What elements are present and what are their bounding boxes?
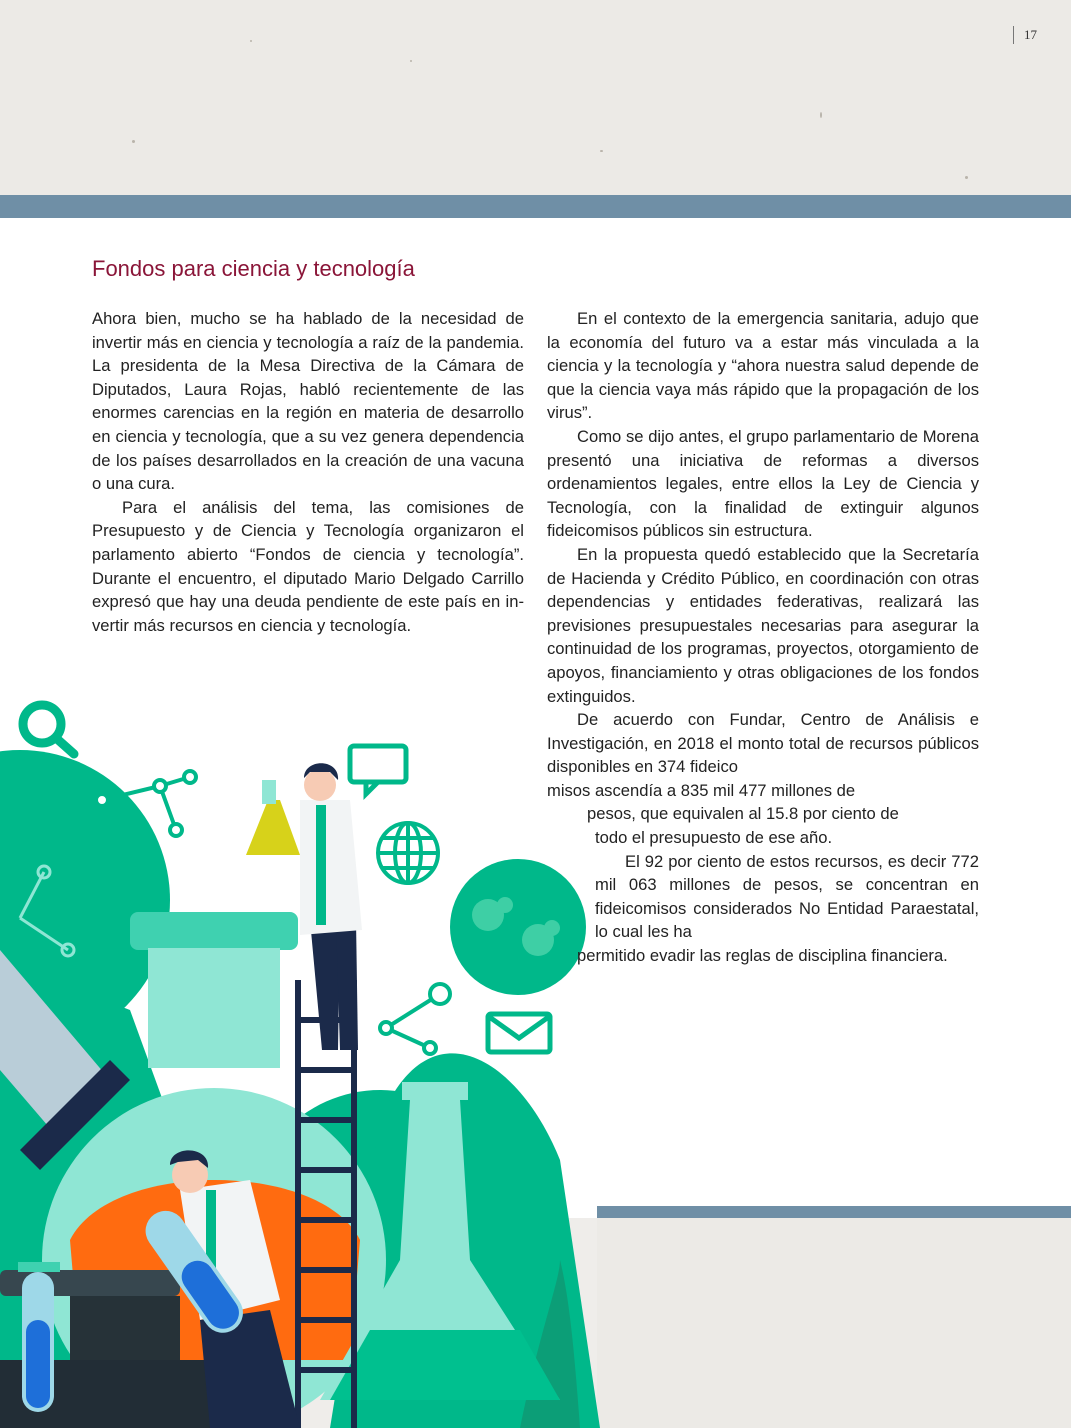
paragraph-wrap-line: todo el presupuesto de ese año. [595,828,833,848]
globe-icon [378,823,438,883]
footer-band [597,1206,1071,1218]
paragraph: Ahora bien, mucho se ha hablado de la necesidad de invertir más en ciencia y tecnología a raíz de la pandemia. La presidenta de la Mesa Directiva de la Cámara de Diputados, Laura Rojas, habló recientemente de las enormes carencias en la región en materia de desarrollo en ciencia y tecnología, que a su vez genera dependencia de los países desarrollados en la creación de una vacuna o una cura. [92,309,524,494]
molecule-icon [380,984,450,1054]
search-icon [23,705,74,754]
test-tube-cap [18,1262,60,1272]
paragraph: De acuerdo con Fundar, Centro de Análisis e Investigación, en 2018 el monto total de recursos públicos disponibles en 374 fideico [547,710,979,777]
right-column [547,307,979,968]
paper-speck [965,176,968,179]
paragraph-wrap-line: pesos, que equivalen al 15.8 por ciento de [587,804,899,824]
test-tube-liquid [26,1320,50,1408]
flask-neck [148,948,280,1068]
paper-texture-header [0,0,1071,195]
paragraph-wrap-line: misos ascendía a 835 mil 477 millones de [547,780,856,800]
section-title: Fondos para ciencia y tecnología [92,256,415,281]
flask-rim [402,1082,468,1100]
page-number: 17 [1013,26,1037,44]
paragraph: En la propuesta quedó establecido que la Secretaría de Hacienda y Crédito Público, en coordinación con otras dependencias y entidades federativas, realizará las previsiones presupuestales necesarias para asegurar la continuidad de los programas, proyectos, otorgamiento de apoyos, financiamiento y otras obligaciones de los fondos extinguidos. [547,544,979,706]
yellow-flask [246,800,300,855]
flask-lid [130,912,298,950]
paragraph: permitido evadir las reglas de disciplina financiera. [577,946,948,966]
chat-bubble-icon [350,746,406,794]
paper-speck [410,60,412,62]
paragraph: Como se dijo antes, el grupo parlamentario de Morena presentó una iniciativa de reformas a diversos ordenamientos legales, entre ellos la Ley de Ciencia y Tecnología, con la finalidad de extinguir algunos fideicomisos públicos sin estructura. [547,426,979,541]
science-illustration [0,690,640,1428]
paper-speck [250,40,252,42]
paragraph: El 92 por ciento de estos recursos, es decir 772 mil 063 millones de pesos, se concentran en fideicomisos considerados No Entidad Paraestatal, lo cual les ha [595,851,979,942]
paper-texture-footer [597,1218,1071,1428]
paper-speck [132,140,135,143]
flask-liquid [330,1330,560,1400]
yellow-flask-neck [262,780,276,804]
envelope-icon [488,1014,550,1052]
paper-speck [600,150,603,152]
scientist-standing [300,763,362,1050]
paragraph: Para el análisis del tema, las comisiones de Presupuesto y de Ciencia y Tecnología organizaron el parlamento abierto “Fondos de ciencia y tecnología”. Durante el encuentro, el diputado Mario Delgado Carrillo expresó que hay una deuda pendiente de este país en invertir más recursos en ciencia y tecnología. [92,497,524,635]
paragraph: En el contexto de la emergencia sanitaria, adujo que la economía del futuro va a estar más vinculada a la ciencia y la tecnología y “ahora nuestra salud depende de que la ciencia vaya más rápido que la propagación de los virus”. [547,309,979,423]
left-column [92,307,524,637]
paper-speck [820,112,822,118]
header-band [0,195,1071,218]
